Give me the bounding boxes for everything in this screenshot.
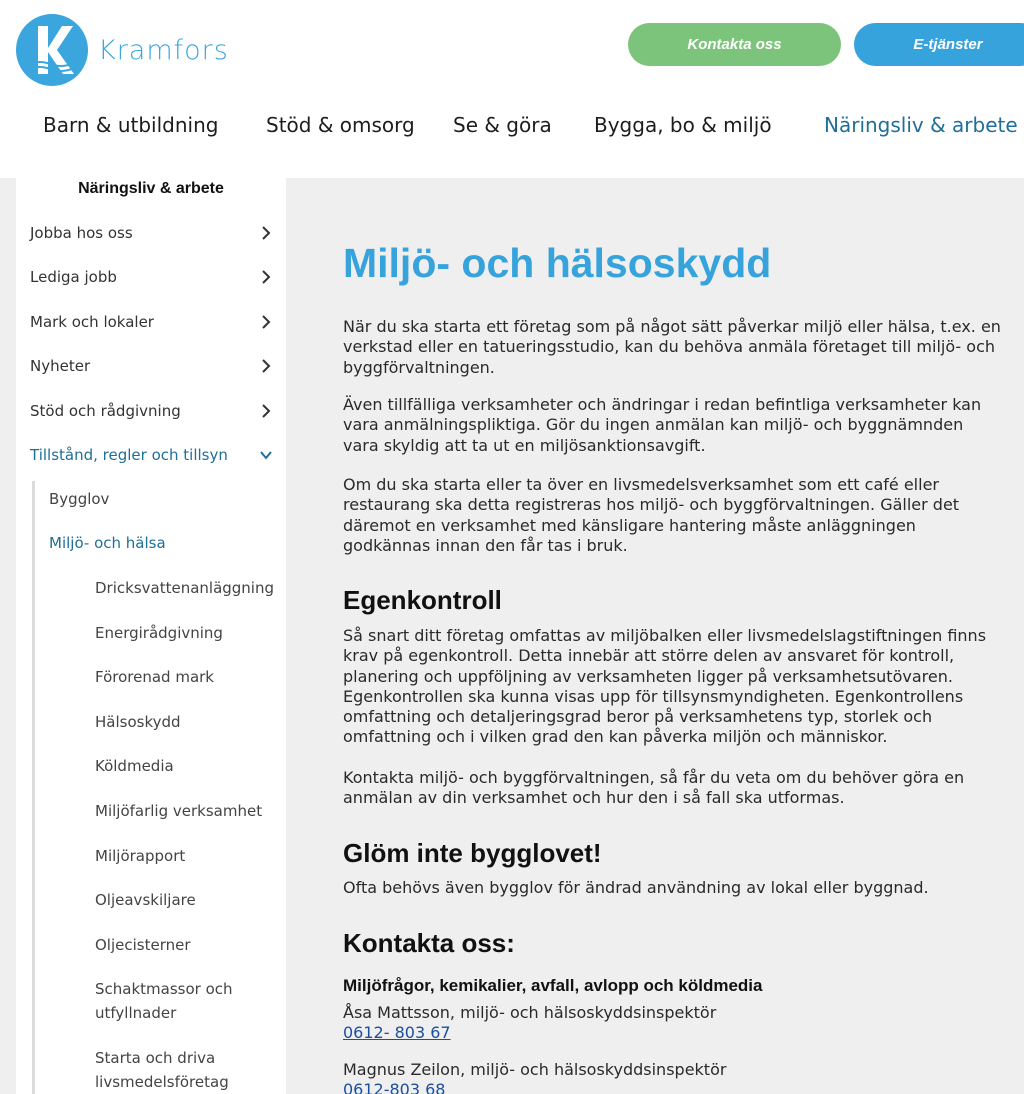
contact-phone-link[interactable]: 0612- 803 67 xyxy=(343,1023,451,1042)
chevron-right-icon xyxy=(258,312,274,332)
sidebar-subsubitem-miljofarlig-verksamhet[interactable]: Miljöfarlig verksamhet xyxy=(95,802,263,820)
sidebar-item-label: Mark och lokaler xyxy=(30,313,154,331)
contact-button[interactable]: Kontakta oss xyxy=(628,23,841,66)
chevron-right-icon xyxy=(258,223,274,243)
contact-name: Åsa Mattsson, miljö- och hälsoskyddsinspektör xyxy=(343,1003,717,1022)
e-services-button[interactable]: E-tjänster xyxy=(854,23,1024,66)
heading-kontakta-oss: Kontakta oss: xyxy=(343,928,515,958)
sidebar-subitem-miljo-och-halsa[interactable]: Miljö- och hälsa xyxy=(49,534,166,552)
heading-glom-inte-bygglovet: Glöm inte bygglovet! xyxy=(343,838,602,868)
sidebar-item-nyheter[interactable] xyxy=(16,344,286,388)
sidebar-item-stod-och-radgivning[interactable] xyxy=(16,389,286,433)
contact-subheading: Miljöfrågor, kemikalier, avfall, avlopp och köldmedia xyxy=(343,976,763,995)
sidebar-nav xyxy=(16,178,286,1094)
chevron-right-icon xyxy=(258,401,274,421)
sidebar-item-label: Nyheter xyxy=(30,357,91,375)
sidebar-title: Näringsliv & arbete xyxy=(78,180,224,197)
nav-item-naringsliv-arbete[interactable]: Näringsliv & arbete xyxy=(824,113,1018,137)
sidebar-subsubitem-energiradgivning[interactable]: Energirådgivning xyxy=(95,624,223,642)
page-title: Miljö- och hälsoskydd xyxy=(343,240,772,286)
intro-paragraph-1: När du ska starta ett företag som på något sätt påverkar miljö eller hälsa, t.ex. en verkstad eller en tatueringsstudio, kan du behöva anmäla företaget till miljö- och byggförvaltningen. xyxy=(343,317,1001,377)
kramfors-logo-icon xyxy=(16,14,88,86)
sidebar-subitem-bygglov[interactable]: Bygglov xyxy=(49,490,110,508)
sidebar-item-mark-och-lokaler[interactable] xyxy=(16,300,286,344)
bygglov-paragraph: Ofta behövs även bygglov för ändrad användning av lokal eller byggnad. xyxy=(343,878,929,897)
nav-item-se-gora[interactable]: Se & göra xyxy=(453,113,552,137)
egenkontroll-paragraph-1: Så snart ditt företag omfattas av miljöbalken eller livsmedelslagstiftningen finns krav på egenkontroll. Detta innebär att större delen av ansvaret för kontroll, planering och uppföljning av verksamheten ligger på verksamhetsutövaren. Egenkontrollen ska kunna visas upp för tillsynsmyndigheten. Egenkontrollens omfattning och detaljeringsgrad beror på verksamhetens typ, storlek och omfattning och i vilken grad den kan påverka miljön och människor. xyxy=(343,626,987,747)
sidebar-item-label: Lediga jobb xyxy=(30,268,117,286)
sidebar-subsubitem-dricksvattenanlaggning[interactable]: Dricksvattenanläggning xyxy=(95,579,275,597)
main-nav xyxy=(0,113,1024,143)
contact-phone-link[interactable]: 0612-803 68 xyxy=(343,1080,446,1094)
sidebar-item-label: Stöd och rådgivning xyxy=(30,402,181,420)
submenu-divider xyxy=(32,481,35,1094)
sidebar-item-tillstand-regler-tillsyn[interactable] xyxy=(16,433,286,477)
sidebar-subsubitem-halsoskydd[interactable]: Hälsoskydd xyxy=(95,713,181,731)
nav-item-stod-omsorg[interactable]: Stöd & omsorg xyxy=(266,113,415,137)
sidebar-subsubitem-oljecisterner[interactable]: Oljecisterner xyxy=(95,936,191,954)
sidebar-item-lediga-jobb[interactable] xyxy=(16,255,286,299)
chevron-down-icon xyxy=(258,445,274,465)
chevron-right-icon xyxy=(258,356,274,376)
sidebar-subsubitem-schaktmassor[interactable]: Schaktmassor och utfyllnader xyxy=(95,980,233,1022)
site-header xyxy=(0,0,1024,178)
intro-paragraph-2: Även tillfälliga verksamheter och ändringar i redan befintliga verksamheter kan vara anmälningspliktiga. Gör du ingen anmälan kan miljö- och byggnämnden vara skyldig att ta ut en miljösanktionsavgift. xyxy=(343,395,982,455)
contact-name: Magnus Zeilon, miljö- och hälsoskyddsinspektör xyxy=(343,1060,727,1079)
chevron-right-icon xyxy=(258,267,274,287)
sidebar-subsubitem-miljorapport[interactable]: Miljörapport xyxy=(95,847,186,865)
nav-item-barn-utbildning[interactable]: Barn & utbildning xyxy=(43,113,219,137)
sidebar-subsubitem-livsmedelsforetag[interactable]: Starta och driva livsmedelsföretag xyxy=(95,1049,229,1091)
intro-paragraph-3: Om du ska starta eller ta över en livsmedelsverksamhet som ett café eller restaurang ska detta registreras hos miljö- och byggförvaltningen. Gäller det däremot en verksamhet med känsligare hantering måste anläggningen godkännas innan den får tas i bruk. xyxy=(343,475,960,555)
sidebar-item-label: Jobba hos oss xyxy=(30,224,133,242)
sidebar-item-label: Tillstånd, regler och tillsyn xyxy=(30,446,228,464)
logo-text: Kramfors xyxy=(98,34,229,66)
site-logo[interactable] xyxy=(16,14,229,86)
heading-egenkontroll: Egenkontroll xyxy=(343,585,502,615)
nav-item-bygga-bo-miljo[interactable]: Bygga, bo & miljö xyxy=(594,113,772,137)
egenkontroll-paragraph-2: Kontakta miljö- och byggförvaltningen, så får du veta om du behöver göra en anmälan av din verksamhet och hur den i så fall ska utformas. xyxy=(343,768,965,808)
sidebar-subsubitem-koldmedia[interactable]: Köldmedia xyxy=(95,757,174,775)
sidebar-item-jobba-hos-oss[interactable] xyxy=(16,211,286,255)
sidebar-subsubitem-fororenad-mark[interactable]: Förorenad mark xyxy=(95,668,214,686)
sidebar-subsubitem-oljeavskiljare[interactable]: Oljeavskiljare xyxy=(95,891,196,909)
